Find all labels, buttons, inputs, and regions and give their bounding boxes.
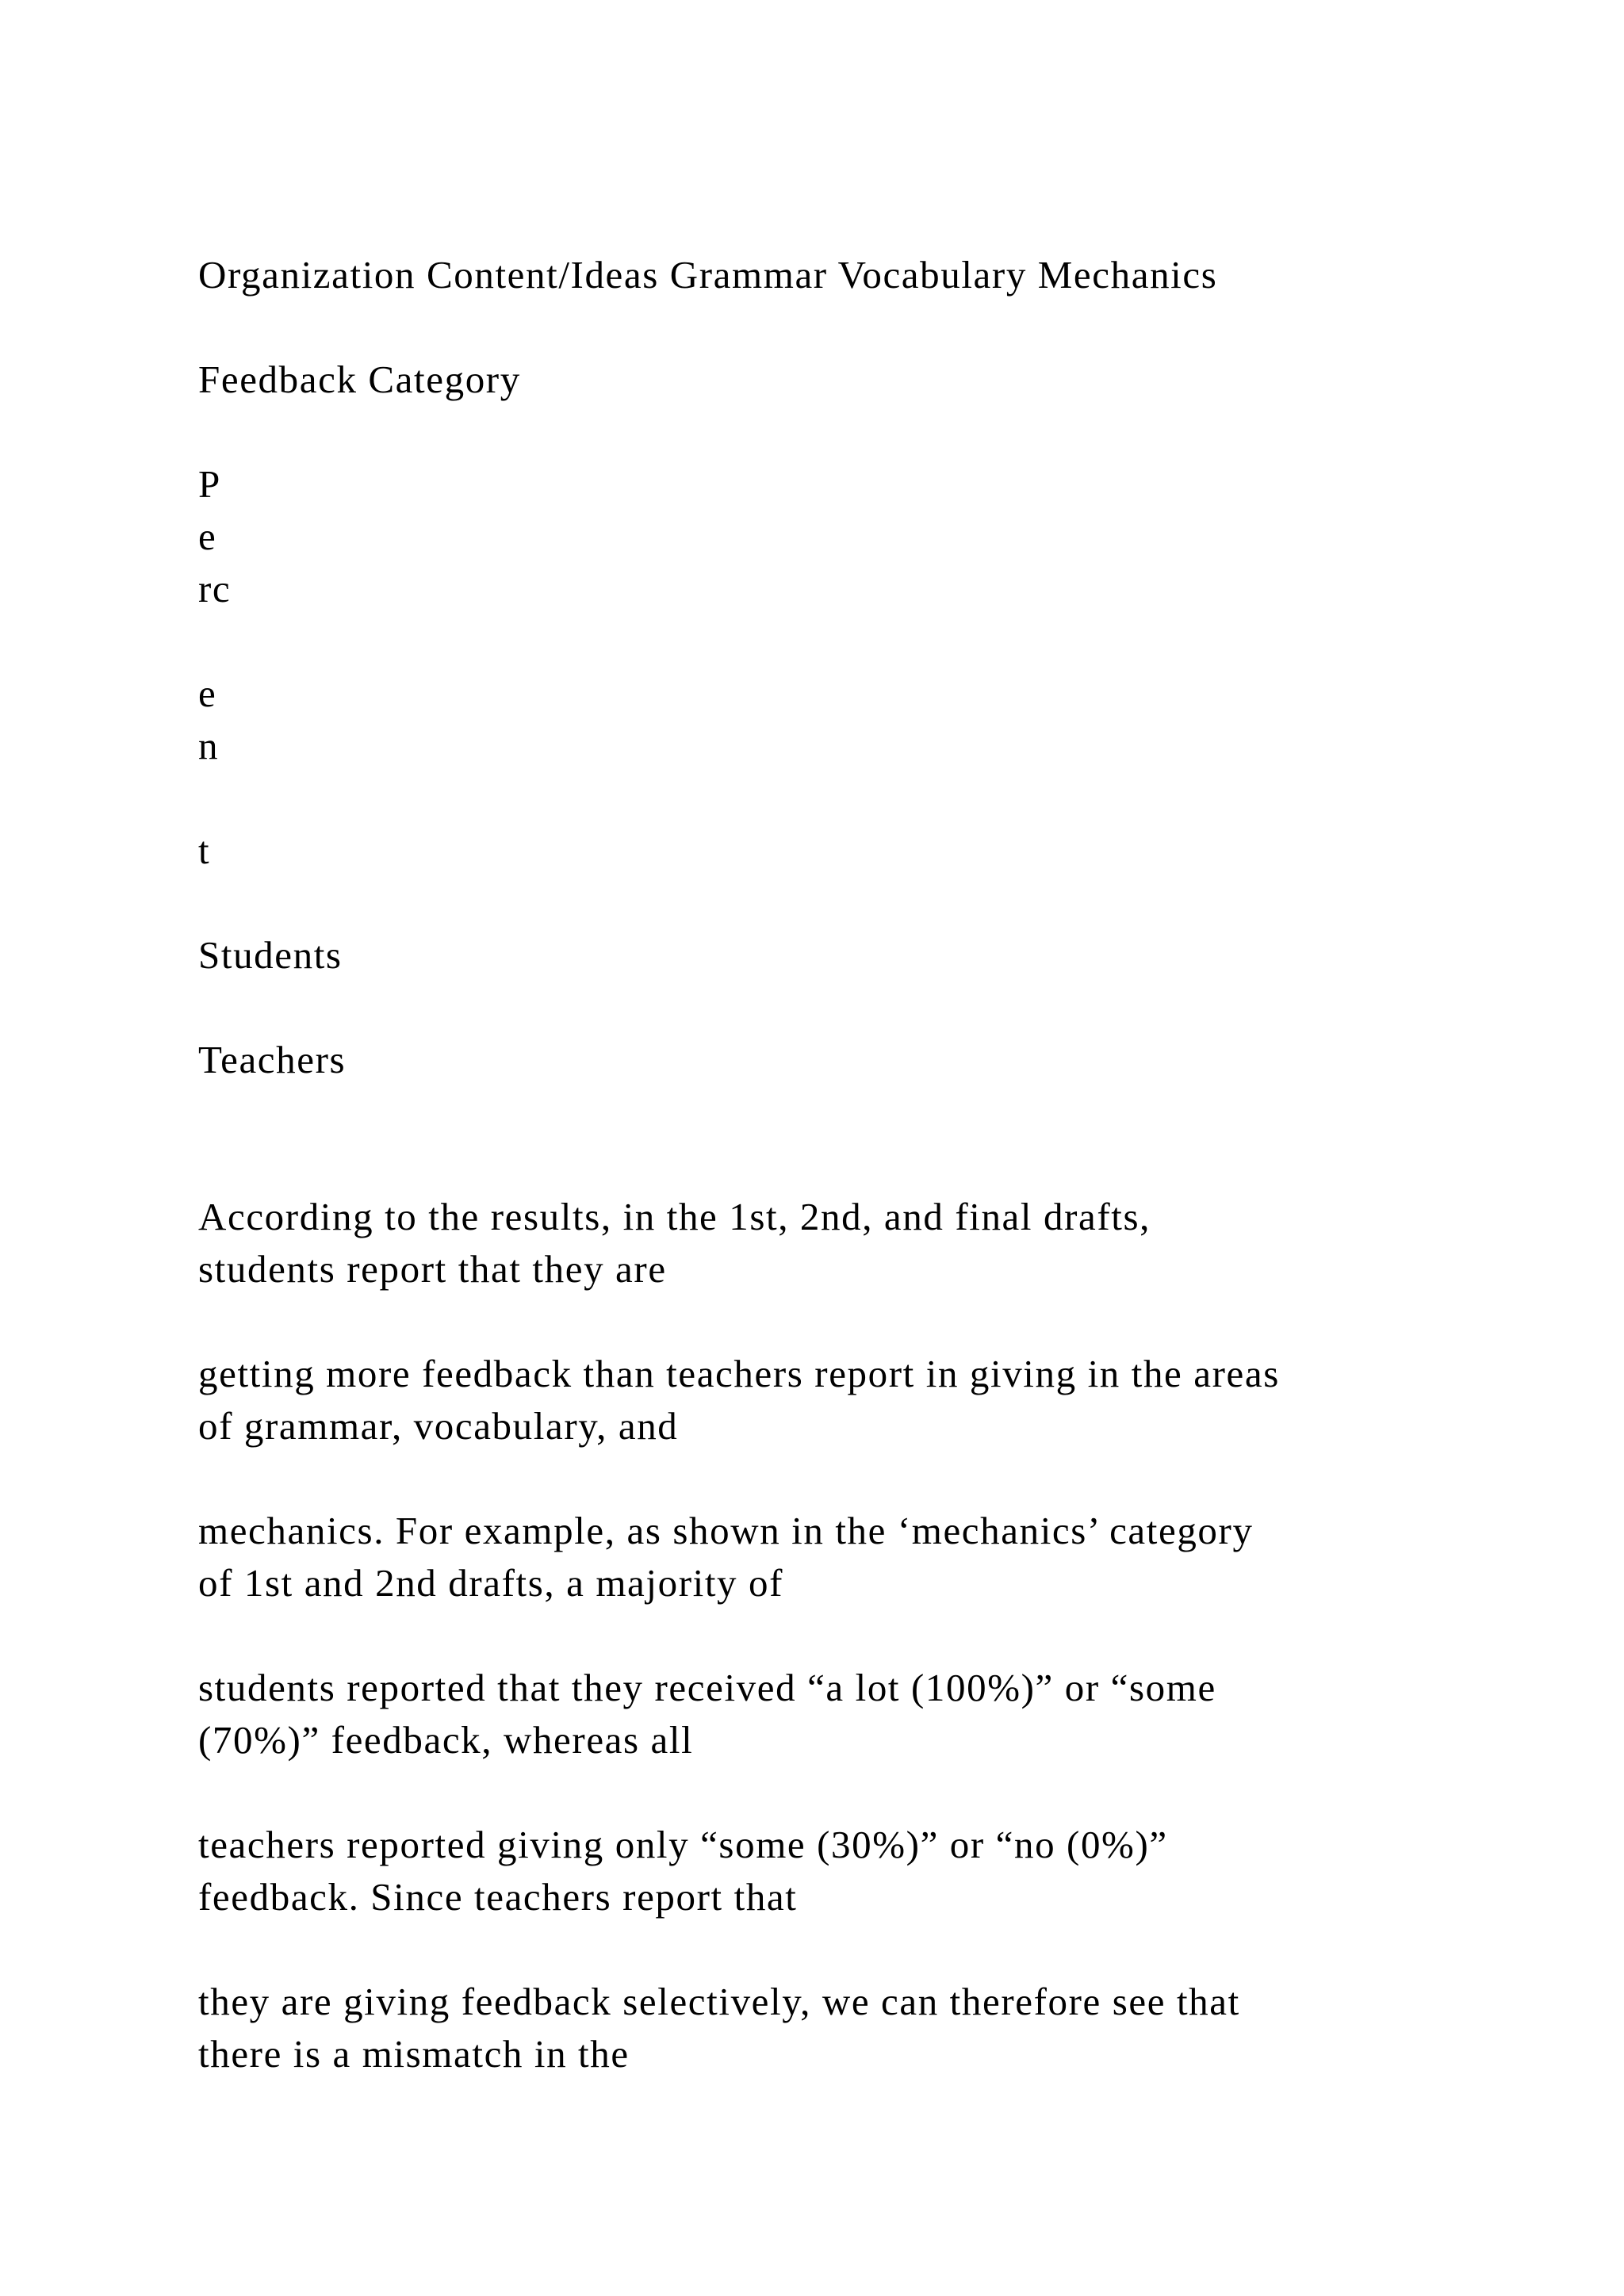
paragraph-line: they are giving feedback selectively, we can therefore see that: [198, 1980, 1240, 2023]
paragraph-line: getting more feedback than teachers report in giving in the areas: [198, 1352, 1280, 1395]
chart-x-axis-title: Feedback Category: [198, 358, 521, 401]
y-axis-title-fragment: t: [198, 828, 211, 872]
y-axis-title-fragment: n: [198, 724, 220, 767]
legend-teachers: Teachers: [198, 1038, 347, 1081]
legend-students: Students: [198, 933, 343, 977]
body-paragraph: [198, 1191, 1499, 1295]
body-paragraph: [198, 1976, 1499, 2080]
paragraph-line: feedback. Since teachers report that: [198, 1875, 798, 1919]
body-paragraph: [198, 1505, 1499, 1609]
y-axis-title-fragment: P: [198, 462, 221, 506]
paragraph-line: According to the results, in the 1st, 2nd, and final drafts,: [198, 1195, 1151, 1238]
y-axis-title-fragment: rc: [198, 567, 232, 610]
paragraph-line: of 1st and 2nd drafts, a majority of: [198, 1561, 784, 1605]
paragraph-line: students report that they are: [198, 1247, 667, 1291]
paragraph-line: of grammar, vocabulary, and: [198, 1404, 679, 1448]
body-paragraph: [198, 1348, 1499, 1452]
paragraph-line: there is a mismatch in the: [198, 2032, 630, 2076]
paragraph-line: students reported that they received “a lot (100%)” or “some: [198, 1666, 1216, 1709]
paragraph-line: teachers reported giving only “some (30%)” or “no (0%)”: [198, 1823, 1168, 1866]
paragraph-line: (70%)” feedback, whereas all: [198, 1718, 694, 1762]
body-paragraph: [198, 1662, 1499, 1766]
chart-categories-line: Organization Content/Ideas Grammar Vocabulary Mechanics: [198, 253, 1218, 297]
body-paragraph: [198, 1819, 1499, 1923]
y-axis-title-fragment: e: [198, 672, 217, 715]
paragraph-line: mechanics. For example, as shown in the ‘mechanics’ category: [198, 1509, 1254, 1552]
y-axis-title-fragment: e: [198, 515, 217, 558]
